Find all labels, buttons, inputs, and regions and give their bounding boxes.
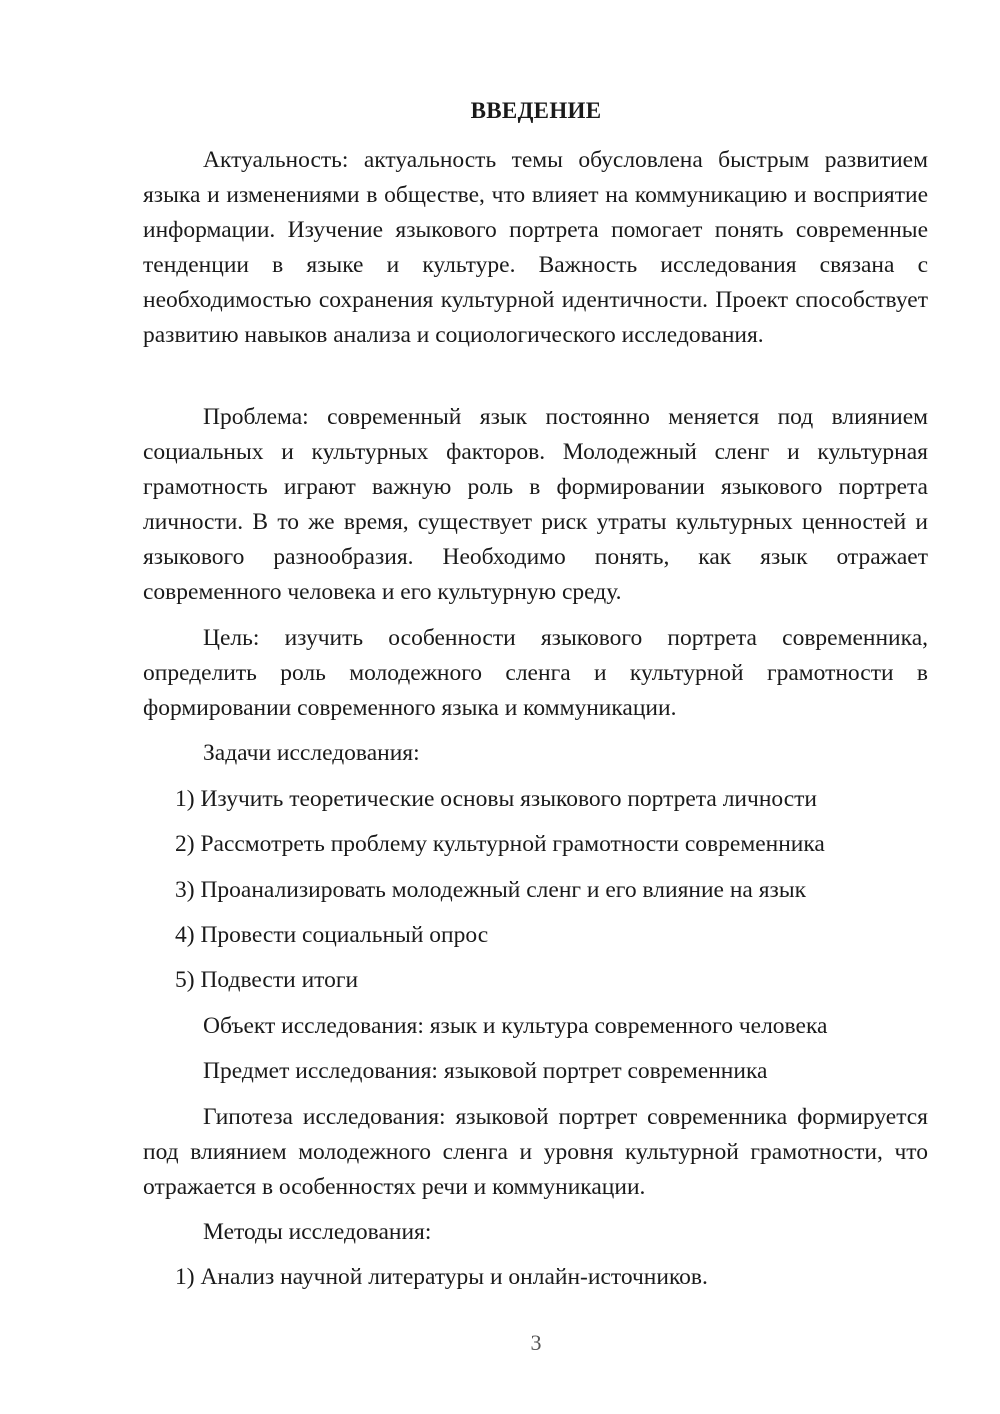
page-title: ВВЕДЕНИЕ [470, 98, 602, 123]
method-item: 1) Анализ научной литературы и онлайн-источников. [175, 1264, 708, 1290]
research-object: Объект исследования: язык и культура современного человека [203, 1013, 828, 1039]
page-number: 3 [530, 1330, 542, 1355]
methods-heading: Методы исследования: [203, 1219, 432, 1245]
task-item: 5) Подвести итоги [175, 967, 359, 993]
problem-paragraph: Проблема: современный язык постоянно меняется под влиянием социальных и культурных факторов. Молодежный сленг и культурная грамотность играют важную роль в формировании языкового портрета личности. В то же время, существует риск утраты культурных ценностей и языкового разнообразия. Необходимо понять, как язык отражает современного человека и его культурную среду. [143, 404, 928, 605]
tasks-heading: Задачи исследования: [203, 740, 420, 766]
task-item: 2) Рассмотреть проблему культурной грамотности современника [175, 831, 825, 857]
goal-paragraph: Цель: изучить особенности языкового портрета современника, определить роль молодежного сленга и культурной грамотности в формировании современного языка и коммуникации. [143, 625, 928, 721]
task-item: 4) Провести социальный опрос [175, 922, 489, 948]
relevance-paragraph: Актуальность: актуальность темы обусловлена быстрым развитием языка и изменениями в обществе, что влияет на коммуникацию и восприятие информации. Изучение языкового портрета помогает понять современные тенденции в языке и культуре. Важность исследования связана с необходимостью сохранения культурной идентичности. Проект способствует развитию навыков анализа и социологического исследования. [143, 147, 928, 348]
research-subject: Предмет исследования: языковой портрет современника [203, 1058, 768, 1084]
task-item: 1) Изучить теоретические основы языкового портрета личности [175, 786, 818, 812]
hypothesis-paragraph: Гипотеза исследования: языковой портрет современника формируется под влиянием молодежного сленга и уровня культурной грамотности, что отражается в особенностях речи и коммуникации. [143, 1104, 928, 1200]
task-item: 3) Проанализировать молодежный сленг и его влияние на язык [175, 877, 807, 903]
